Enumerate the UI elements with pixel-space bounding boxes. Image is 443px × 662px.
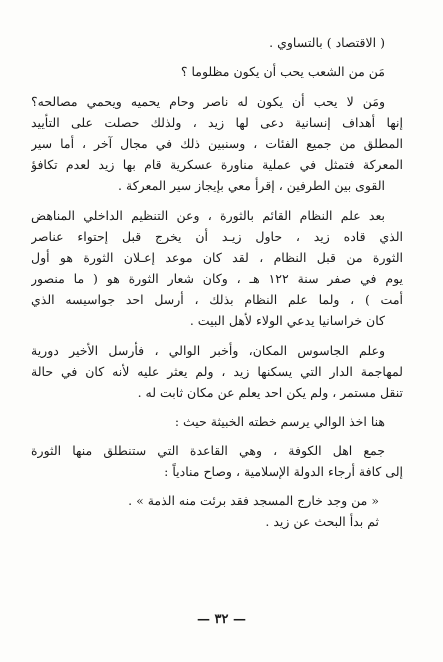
text-line: أمت ) ، ولما علم النظام بذلك ، أرسل احد جواسيسه الذي — [31, 292, 403, 307]
text-line: وعلم الجاسوس المكان، وأخبر الوالي ، فأرسل الأخير دورية — [31, 343, 385, 358]
text-line: لمهاجمة الدار التي يسكنها زيد ، ولم يعثر عليه لأنه كان في حالة — [31, 364, 403, 379]
text-line: الثورة من قبل النظام ، لقد كان موعد إعـلان الثورة هو أول — [31, 250, 403, 265]
text-line: كان خراسانيا يدعي الولاء لأهل البيت . — [189, 313, 385, 328]
text-line: ثم بدأ البحث عن زيد . — [265, 514, 379, 529]
text-line: ( الاقتصاد ) بالتساوي . — [269, 35, 385, 50]
text-line: تنقل مستمر ، ولم يكن احد يعلم عن مكان ثابت له . — [137, 385, 403, 400]
page-number: — ٣٢ — — [196, 612, 247, 627]
text-line: إلى كافة أرجاء الدولة الإسلامية ، وصاح منادياً : — [164, 464, 403, 479]
text-line: الذي قاده زيد ، حاول زيـد أن يخرج قبل إحتواء عناصر — [31, 229, 403, 244]
text-line: ومَن لا يحب أن يكون له ناصر وحام يحميه ويحمي مصالحه؟ — [31, 94, 385, 109]
text-line: بعد علم النظام القائم بالثورة ، وعن التنظيم الداخلي المناهض — [31, 208, 385, 223]
text-line: إنها أهداف إنسانية دعى لها زيد ، ولذلك حصلت على التأييد — [31, 115, 403, 130]
text-line: هنا اخذ الوالي يرسم خطته الخبيثة حيث : — [174, 414, 385, 429]
text-line: يوم في صفر سنة ١٢٢ هـ ، وكان شعار الثورة هو ( ما منصور — [31, 271, 403, 286]
quote-line: « من وجد خارج المسجد فقد برئت منه الذمة » . — [128, 493, 379, 508]
text-line: جمع اهل الكوفة ، وهي القاعدة التي ستنطلق منها الثورة — [31, 443, 385, 458]
text-line: مَن من الشعب يحب أن يكون مظلوما ؟ — [180, 64, 385, 79]
text-line: القوى بين الطرفين ، إقرأ معي بإيجاز سير المعركة . — [118, 178, 385, 193]
text-line: المعركة فتمثل في عملية مناورة عسكرية قام بها زيد لعدم تكافؤ — [31, 157, 403, 172]
text-line: المطلق من جميع الفئات ، وسنبين ذلك في مجال آخر ، أما سير — [31, 136, 403, 151]
